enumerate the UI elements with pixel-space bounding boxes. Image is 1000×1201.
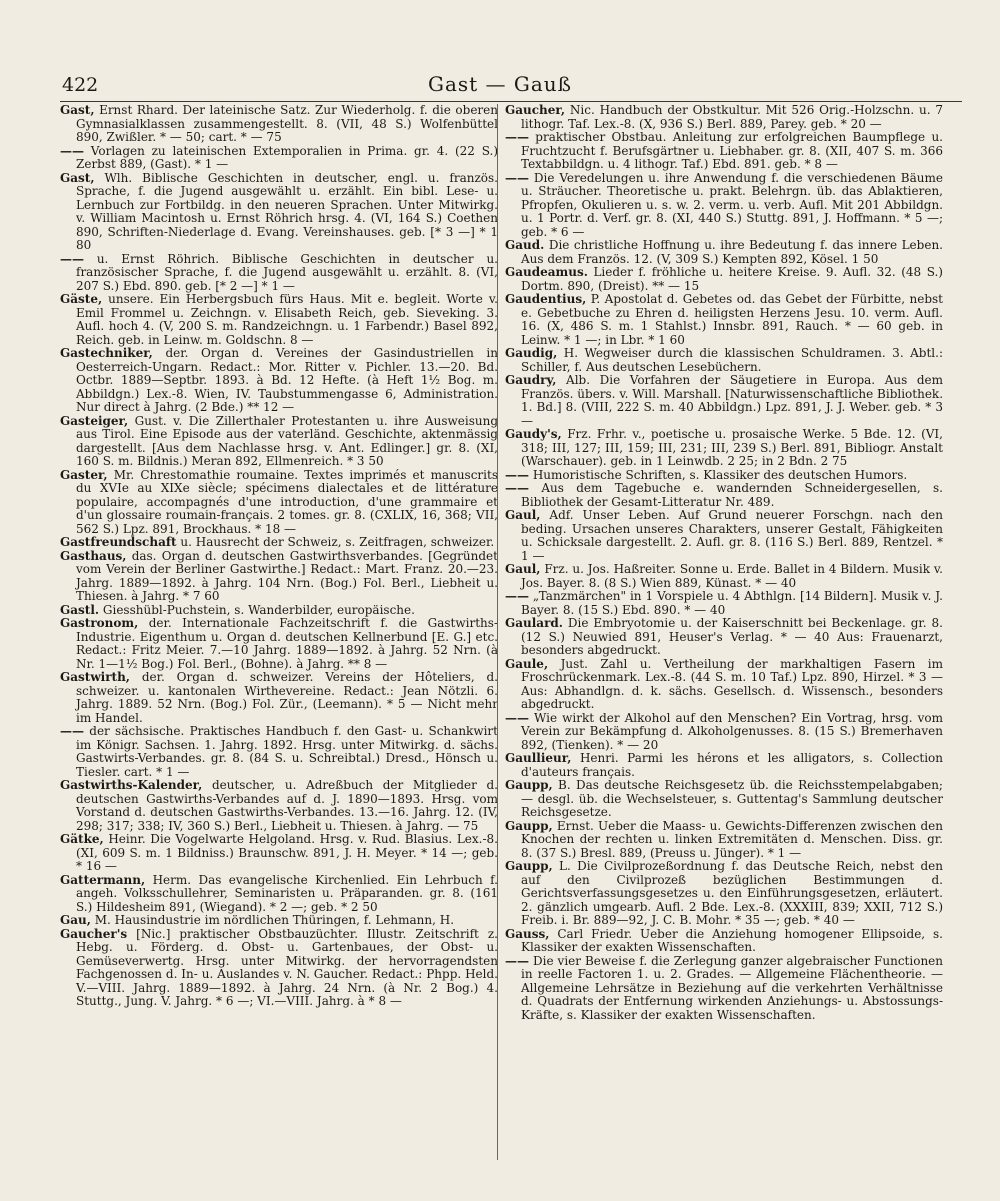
bibliography-entry [60, 550, 498, 604]
bibliography-entry [505, 428, 943, 469]
entry-text: Humoristische Schriften, s. Klassiker des deutschen Humors. [532, 467, 908, 482]
entry-heading: Gasteiger, [60, 413, 129, 428]
bibliography-entry [60, 833, 498, 874]
entry-heading: Gaucher's [60, 926, 128, 941]
bibliography-entry [505, 928, 943, 955]
entry-text: Frz. u. Jos. Haßreiter. Sonne u. Erde. Ballet in 4 Bildern. Musik v. Jos. Bayer. 8. (8 S.) Wien 889, Künast. * — 40 [521, 562, 943, 590]
entry-text: Giesshübl-Puchstein, s. Wanderbilder, europäische. [102, 602, 415, 617]
entry-text: Ernst Rhard. Der lateinische Satz. Zur Wiederholg. f. die oberen Gymnasialklassen zusammengestellt. 8. (VII, 48 S.) Wolfenbüttel 890, Zwißler. * — 50; cart. * — 75 [76, 104, 498, 144]
entry-text: Nic. Handbuch der Obstkultur. Mit 526 Orig.-Holzschn. u. 7 lithogr. Taf. Lex.-8. (X, 936 S.) Berl. 889, Parey. geb. * 20 — [521, 104, 943, 131]
bibliography-entry [60, 928, 498, 1009]
entry-text: u. Ernst Röhrich. Biblische Geschichten in deutscher u. französischer Sprache, f. die Jugend ausgewählt u. erzählt. 8. (VI, 207 S.) Ebd. 890. geb. [* 2 —] * 1 — [76, 251, 498, 293]
bibliography-entry [505, 563, 943, 590]
entry-heading: Gast, [60, 170, 95, 185]
entry-heading: Gaullieur, [505, 751, 572, 765]
entry-text: Lieder f. fröhliche u. heitere Kreise. 9. Aufl. 32. (48 S.) Dortm. 890, (Dreist). ** — 15 [521, 265, 943, 293]
left-column [60, 104, 498, 1164]
entry-text: Gust. v. Die Zillerthaler Protestanten u. ihre Ausweisung aus Tirol. Eine Episode aus der vaterländ. Geschichte, aktenmässig dargestellt. [Aus dem Nachlasse hrsg. v. Ant. Edlinger.] gr. 8. (XI, 160 S. m. Bildnis.) Meran 892, Ellmenreich. * 3 50 [76, 413, 498, 468]
bibliography-entry [60, 469, 498, 537]
bibliography-entry [505, 860, 943, 928]
entry-heading: —— [505, 130, 529, 144]
entry-text: Herm. Das evangelische Kirchenlied. Ein Lehrbuch f. angeh. Volksschullehrer, Seminaristen u. Präparanden. gr. 8. (161 S.) Hildesheim 891, (Wiegand). * 2 —; geb. * 2 50 [76, 872, 498, 914]
column-divider [497, 104, 498, 1160]
entry-heading: —— [505, 481, 529, 495]
bibliography-entry [60, 604, 498, 618]
entry-text: Henri. Parmi les hérons et les alligators, s. Collection d'auteurs français. [521, 751, 943, 779]
bibliography-entry [505, 347, 943, 374]
entry-text: L. Die Civilprozeßordnung f. das Deutsche Reich, nebst den auf den Civilprozeß bezüglichen Bestimmungen d. Gerichtsverfassungsgesetzes u. den Einführungsgesetzen, erläutert. 2. gänzlich umgearb. Aufl. 2 Bde. Lex.-8. (XXXIII, 839; XXII, 712 S.) Freib. i. Br. 889—92, J. C. B. Mohr. * 35 —; geb. * 40 — [521, 859, 943, 927]
bibliography-entry [60, 172, 498, 253]
entry-heading: Gäste, [60, 292, 103, 306]
entry-text: das. Organ d. deutschen Gastwirthsverbandes. [Gegründet vom Verein der Berliner Gastwirthe.] Redact.: Mart. Franz. 20.—23. Jahrg. 1889—1892. à Jahrg. 104 Nrn. (Bog.) Fol. Berl., Liebheit u. Thiesen. à Jahrg. * 7 60 [76, 548, 498, 603]
entry-text: Die christliche Hoffnung u. ihre Bedeutung f. das innere Leben. Aus dem Französ. 12. (V, 309 S.) Kempten 892, Kösel. 1 50 [521, 238, 943, 266]
bibliography-entry [505, 374, 943, 428]
bibliography-entry [505, 266, 943, 293]
entry-text: H. Wegweiser durch die klassischen Schuldramen. 3. Abtl.: Schiller, f. Aus deutschen Lesebüchern. [521, 346, 943, 374]
entry-text: Alb. Die Vorfahren der Säugetiere in Europa. Aus dem Französ. übers. v. Will. Marshall. [Naturwissenschaftliche Bibliothek. 1. Bd.] 8. (VIII, 222 S. m. 40 Abbildgn.) Lpz. 891, J. J. Weber. geb. * 3 — [521, 373, 943, 428]
bibliography-entry [60, 725, 498, 779]
bibliography-entry [505, 617, 943, 658]
entry-heading: Gaudeamus. [505, 265, 588, 279]
entry-heading: —— [505, 953, 529, 968]
bibliography-entry [60, 779, 498, 833]
bibliography-entry [505, 712, 943, 753]
bibliography-entry [505, 172, 943, 240]
bibliography-entry [505, 752, 943, 779]
bibliography-entry [505, 509, 943, 563]
bibliography-entry [505, 469, 943, 483]
bibliography-entry [505, 482, 943, 509]
entry-text: Aus dem Tagebuche e. wandernden Schneidergesellen, s. Bibliothek der Gesamt-Litteratur Nr. 489. [521, 481, 943, 509]
entry-heading: Gaul, [505, 508, 541, 522]
entry-text: der. Organ d. schweizer. Vereins der Hôteliers, d. schweizer. u. kantonalen Wirthevereine. Redact.: Jean Nötzli. 6. Jahrg. 1889. 52 Nrn. (Bog.) Fol. Zür., (Leemann). * 5 — Nicht mehr im Handel. [76, 670, 498, 725]
header-rule [60, 101, 962, 102]
entry-heading: Gaudry, [505, 373, 557, 387]
bibliography-entry [60, 617, 498, 671]
bibliography-entry [60, 347, 498, 415]
entry-heading: Gaupp, [505, 859, 553, 873]
entry-text: M. Hausindustrie im nördlichen Thüringen, f. Lehmann, H. [94, 913, 455, 927]
entry-text: Ernst. Ueber die Maass- u. Gewichts-Differenzen zwischen den Knochen der rechten u. linken Extremitäten d. Menschen. Diss. gr. 8. (37 S.) Bresl. 889, (Preuss u. Jünger). * 1 — [521, 818, 943, 860]
entry-text: P. Apostolat d. Gebetes od. das Gebet der Fürbitte, nebst e. Gebetbuche zu Ehren d. heiligsten Herzens Jesu. 10. verm. Aufl. 16. (X, 486 S. m. 1 Stahlst.) Innsbr. 891, Rauch. * — 60 geb. in Leinw. * 1 —; in Lbr. * 1 60 [521, 292, 943, 347]
entry-heading: —— [505, 170, 529, 185]
entry-heading: —— [505, 467, 529, 482]
bibliography-entry [505, 293, 943, 347]
entry-heading: Gaucher, [505, 104, 566, 117]
entry-heading: Gattermann, [60, 872, 146, 887]
entry-heading: Gaupp, [505, 818, 553, 833]
entry-text: u. Hausrecht der Schweiz, s. Zeitfragen, schweizer. [180, 535, 495, 549]
entry-text: Die Veredelungen u. ihre Anwendung f. die verschiedenen Bäume u. Sträucher. Theoretische u. prakt. Belehrgn. üb. das Ablaktieren, Pfropfen, Okulieren u. s. w. 2. verm. u. verb. Aufl. Mit 201 Abbildgn. u. 1 Portr. d. Verf. gr. 8. (XI, 440 S.) Stuttg. 891, J. Hoffmann. * 5 —; geb. * 6 — [521, 170, 943, 239]
entry-text: Wlh. Biblische Geschichten in deutscher, engl. u. französ. Sprache, f. die Jugend ausgewählt u. erzählt. Ein bibl. Lese- u. Lernbuch zur Fortbildg. in den neueren Sprachen. Unter Mitwirkg. v. William Macintosh u. Ernst Röhrich hrsg. 4. (VI, 164 S.) Coethen 890, Schriften-Niederlage d. Evang. Vereinshauses. geb. [* 3 —] * 1 80 [76, 170, 498, 252]
entry-heading: —— [60, 251, 84, 266]
entry-text: Adf. Unser Leben. Auf Grund neuerer Forschgn. nach den beding. Ursachen unseres Charakters, unserer Gestalt, Fähigkeiten u. Schicksale dargestellt. 2. Aufl. gr. 8. (116 S.) Berl. 889, Rentzel. * 1 — [521, 508, 943, 563]
entry-heading: Gaupp, [505, 778, 553, 792]
entry-text: Vorlagen zu lateinischen Extemporalien in Prima. gr. 4. (22 S.) Zerbst 889, (Gast). * 1 — [76, 143, 498, 171]
entry-text: der. Internationale Fachzeitschrift f. die Gastwirths-Industrie. Eigenthum u. Organ d. deutschen Kellnerbund [E. G.] etc. Redact.: Fritz Meier. 7.—10 Jahrg. 1889—1892. à Jahrg. 52 Nrn. (à Nr. 1—1½ Bog.) Fol. Berl., (Bohne). à Jahrg. ** 8 — [76, 616, 498, 671]
bibliography-entry [505, 955, 943, 1023]
running-title: Gast — Gauß [427, 72, 573, 96]
entry-heading: Gasthaus, [60, 548, 127, 563]
entry-text: Wie wirkt der Alkohol auf den Menschen? Ein Vortrag, hrsg. vom Verein zur Bekämpfung d. Alkoholgenusses. 8. (15 S.) Bremerhaven 892, (Tienken). * — 20 [521, 710, 943, 752]
entry-heading: Gau, [60, 913, 91, 927]
entry-heading: Gastwirth, [60, 670, 130, 684]
entry-text: Just. Zahl u. Vertheilung der markhaltigen Fasern im Froschrückenmark. Lex.-8. (44 S. m. 10 Taf.) Lpz. 890, Hirzel. * 3 — Aus: Abhandlgn. d. k. sächs. Gesellsch. d. Wissensch., besonders abgedruckt. [521, 656, 943, 711]
bibliography-entry [505, 779, 943, 820]
entry-heading: Gaster, [60, 467, 108, 482]
entry-heading: —— [505, 589, 529, 603]
entry-text: Die Embryotomie u. der Kaiserschnitt bei Beckenlage. gr. 8. (12 S.) Neuwied 891, Heuser's Verlag. * — 40 Aus: Frauenarzt, besonders abgedruckt. [521, 616, 943, 657]
entry-heading: Gast, [60, 104, 95, 117]
bibliography-entry [60, 253, 498, 294]
bibliography-entry [505, 658, 943, 712]
entry-text: Carl Friedr. Ueber die Anziehung homogener Ellipsoide, s. Klassiker der exakten Wissenschaften. [521, 926, 943, 954]
entry-heading: Gätke, [60, 832, 104, 846]
bibliography-entry [60, 293, 498, 347]
entry-heading: Gaul, [505, 562, 541, 576]
entry-text: deutscher, u. Adreßbuch der Mitglieder d. deutschen Gastwirths-Verbandes auf d. J. 1890—1893. Hrsg. vom Vorstand d. deutschen Gastwirths-Verbandes. 13.—16. Jahrg. 12. (IV, 298; 317; 338; IV, 360 S.) Berl., Liebheit u. Thiesen. à Jahrg. — 75 [76, 778, 498, 833]
entry-heading: Gastwirths-Kalender, [60, 778, 203, 792]
bibliography-entry [505, 239, 943, 266]
entry-heading: Gaudentius, [505, 292, 587, 306]
entry-text: praktischer Obstbau. Anleitung zur erfolgreichen Baumpflege u. Fruchtzucht f. Berufsgärtner u. Liebhaber. gr. 8. (XII, 407 S. m. 366 Textabbildgn. u. 4 lithogr. Taf.) Ebd. 891. geb. * 8 — [521, 130, 943, 171]
entry-heading: —— [60, 724, 84, 738]
entry-text: Frz. Frhr. v., poetische u. prosaische Werke. 5 Bde. 12. (VI, 318; III, 127; III, 159; III, 231; III, 239 S.) Berl. 891, Bibliogr. Anstalt (Warschauer). geb. in 1 Leinwdb. 2 25; in 2 Bdn. 2 75 [521, 427, 943, 468]
bibliography-entry [60, 671, 498, 725]
entry-text: der. Organ d. Vereines der Gasindustriellen in Oesterreich-Ungarn. Redact.: Mor. Ritter v. Pichler. 13.—20. Bd. Octbr. 1889—Septbr. 1893. à Bd. 12 Hefte. (à Heft 1½ Bog. m. Abbildgn.) Lex.-8. Wien, IV. Taubstummengasse 6, Administration. Nur direct à Jahrg. (2 Bde.) ** 12 — [76, 346, 498, 414]
entry-heading: Gastronom, [60, 616, 139, 630]
bibliography-entry [60, 104, 498, 145]
page-number: 422 [62, 74, 99, 96]
entry-text: Die vier Beweise f. die Zerlegung ganzer algebraischer Functionen in reelle Factoren 1. u. 2. Grades. — Allgemeine Flächentheorie. — Allgemeine Lehrsätze in Beziehung auf die verkehrten Verhältnisse d. Quadrats der Entfernung wirkenden Anziehungs- u. Abstossungs-Kräfte, s. Klassiker der exakten Wissenschaften. [521, 953, 943, 1022]
entry-heading: Gaud. [505, 238, 545, 252]
bibliography-entry [505, 131, 943, 172]
entry-heading: Gaule, [505, 656, 549, 671]
bibliography-entry [505, 104, 943, 131]
bibliography-entry [505, 820, 943, 861]
entry-heading: Gaulard. [505, 616, 563, 630]
entry-heading: Gauss, [505, 926, 550, 941]
entry-heading: —— [60, 143, 84, 158]
entry-heading: Gaudy's, [505, 427, 562, 441]
bibliography-entry [60, 536, 498, 550]
right-column [505, 104, 943, 1164]
entry-heading: Gastfreundschaft [60, 535, 177, 549]
entry-text: Heinr. Die Vogelwarte Helgoland. Hrsg. v. Rud. Blasius. Lex.-8. (XI, 609 S. m. 1 Bildniss.) Braunschw. 891, J. H. Meyer. * 14 —; geb. * 16 — [76, 832, 498, 873]
entry-text: B. Das deutsche Reichsgesetz üb. die Reichsstempelabgaben; — desgl. üb. die Wechselsteuer, s. Guttentag's Sammlung deutscher Reichsgesetze. [521, 778, 943, 819]
entry-heading: Gaudig, [505, 346, 558, 360]
entry-text: unsere. Ein Herbergsbuch fürs Haus. Mit e. begleit. Worte v. Emil Frommel u. Zeichngn. v. Elisabeth Reich, geb. Sieveking. 3. Aufl. hoch 4. (V, 200 S. m. Randzeichngn. u. 1 Farbendr.) Basel 892, Reich. geb. in Leinw. m. Goldschn. 8 — [76, 292, 498, 347]
entry-heading: —— [505, 710, 529, 725]
bibliography-entry [60, 145, 498, 172]
bibliography-entry [505, 590, 943, 617]
entry-text: der sächsische. Praktisches Handbuch f. den Gast- u. Schankwirt im Königr. Sachsen. 1. Jahrg. 1892. Hrsg. unter Mitwirkg. d. sächs. Gastwirts-Verbandes. gr. 8. (84 S. u. Schreibtal.) Dresd., Hönsch u. Tiesler. cart. * 1 — [76, 724, 498, 779]
bibliography-entry [60, 415, 498, 469]
entry-heading: Gastechniker, [60, 346, 153, 360]
entry-text: „Tanzmärchen" in 1 Vorspiele u. 4 Abthlgn. [14 Bildern]. Musik v. J. Bayer. 8. (15 S.) Ebd. 890. * — 40 [521, 589, 943, 617]
bibliography-entry [60, 914, 498, 928]
entry-text: [Nic.] praktischer Obstbauzüchter. Illustr. Zeitschrift z. Hebg. u. Förderg. d. Obst- u. Gartenbaues, der Obst- u. Gemüseverwertg. Hrsg. unter Mitwirkg. der hervorragendsten Fachgenossen d. In- u. Auslandes v. N. Gaucher. Redact.: Phpp. Held. V.—VIII. Jahrg. 1889—1892. à Jahrg. 24 Nrn. (à Nr. 2 Bog.) 4. Stuttg., Jung. V. Jahrg. * 6 —; VI.—VIII. Jahrg. à * 8 — [76, 926, 498, 1008]
bibliography-entry [60, 874, 498, 915]
entry-text: Mr. Chrestomathie roumaine. Textes imprimés et manuscrits du XVIe au XIXe siècle; spécimens dialectales et de littérature populaire, accompagnés d'une introduction, d'une grammaire et d'un glossaire roumain-français. 2 tomes. gr. 8. (CXLIX, 16, 368; VII, 562 S.) Lpz. 891, Brockhaus. * 18 — [76, 467, 498, 536]
entry-heading: Gastl. [60, 602, 100, 617]
